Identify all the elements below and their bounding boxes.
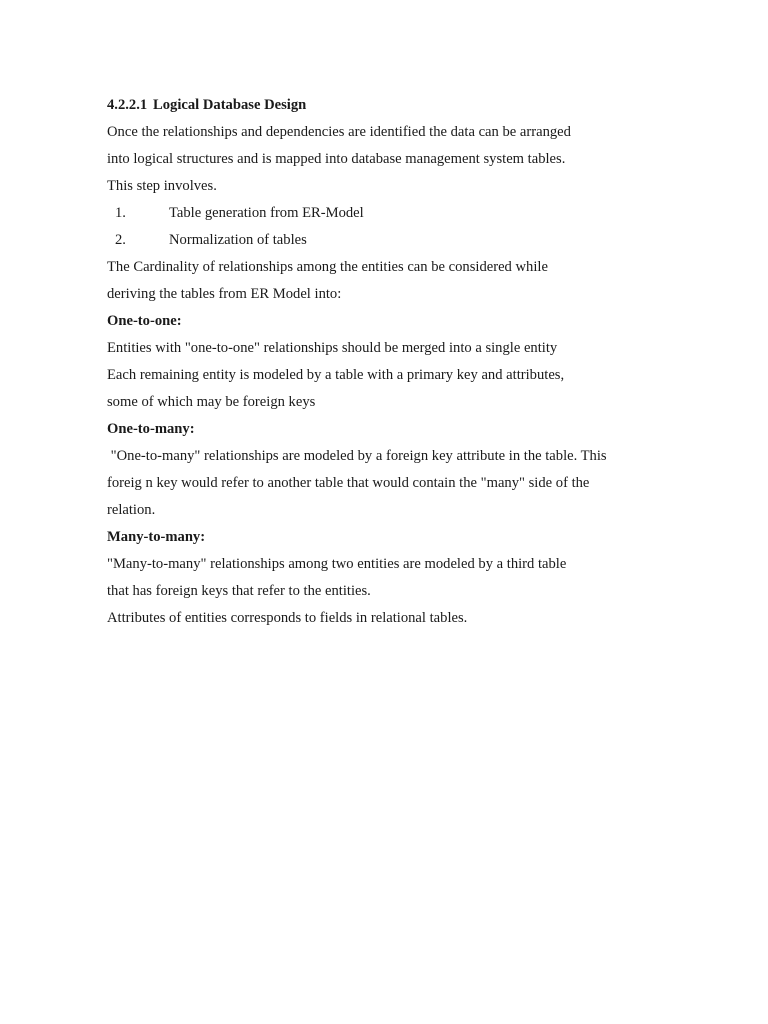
- step-number: 1.: [115, 205, 126, 221]
- step-item: [107, 202, 667, 229]
- step-item: [107, 229, 667, 256]
- one-to-many-line: "One-to-many" relationships are modeled by a foreign key attribute in the table. This: [107, 448, 607, 464]
- one-to-many-line: foreig n key would refer to another table that would contain the "many" side of the: [107, 475, 590, 491]
- document-body: [107, 94, 667, 634]
- many-to-many-heading: Many-to-many:: [107, 529, 206, 545]
- section-number: 4.2.2.1: [107, 97, 148, 113]
- one-to-many-heading: One-to-many:: [107, 421, 195, 437]
- step-text: Table generation from ER-Model: [169, 205, 364, 221]
- intro-line: Once the relationships and dependencies are identified the data can be arranged: [107, 124, 571, 140]
- step-number: 2.: [115, 232, 126, 248]
- cardinality-intro-line: The Cardinality of relationships among the entities can be considered while: [107, 259, 548, 275]
- one-to-many-line: relation.: [107, 502, 156, 518]
- intro-line: into logical structures and is mapped into database management system tables.: [107, 151, 566, 167]
- cardinality-intro-line: deriving the tables from ER Model into:: [107, 286, 342, 302]
- one-to-one-line: Each remaining entity is modeled by a table with a primary key and attributes,: [107, 367, 565, 383]
- section-heading: [107, 94, 667, 121]
- many-to-many-line: Attributes of entities corresponds to fields in relational tables.: [107, 610, 468, 626]
- intro-line: This step involves.: [107, 178, 217, 194]
- one-to-one-heading: One-to-one:: [107, 313, 182, 329]
- one-to-one-line: some of which may be foreign keys: [107, 394, 316, 410]
- many-to-many-line: that has foreign keys that refer to the entities.: [107, 583, 371, 599]
- many-to-many-line: "Many-to-many" relationships among two entities are modeled by a third table: [107, 556, 567, 572]
- section-title: Logical Database Design: [153, 97, 307, 113]
- one-to-one-line: Entities with "one-to-one" relationships should be merged into a single entity: [107, 340, 558, 356]
- step-text: Normalization of tables: [169, 232, 307, 248]
